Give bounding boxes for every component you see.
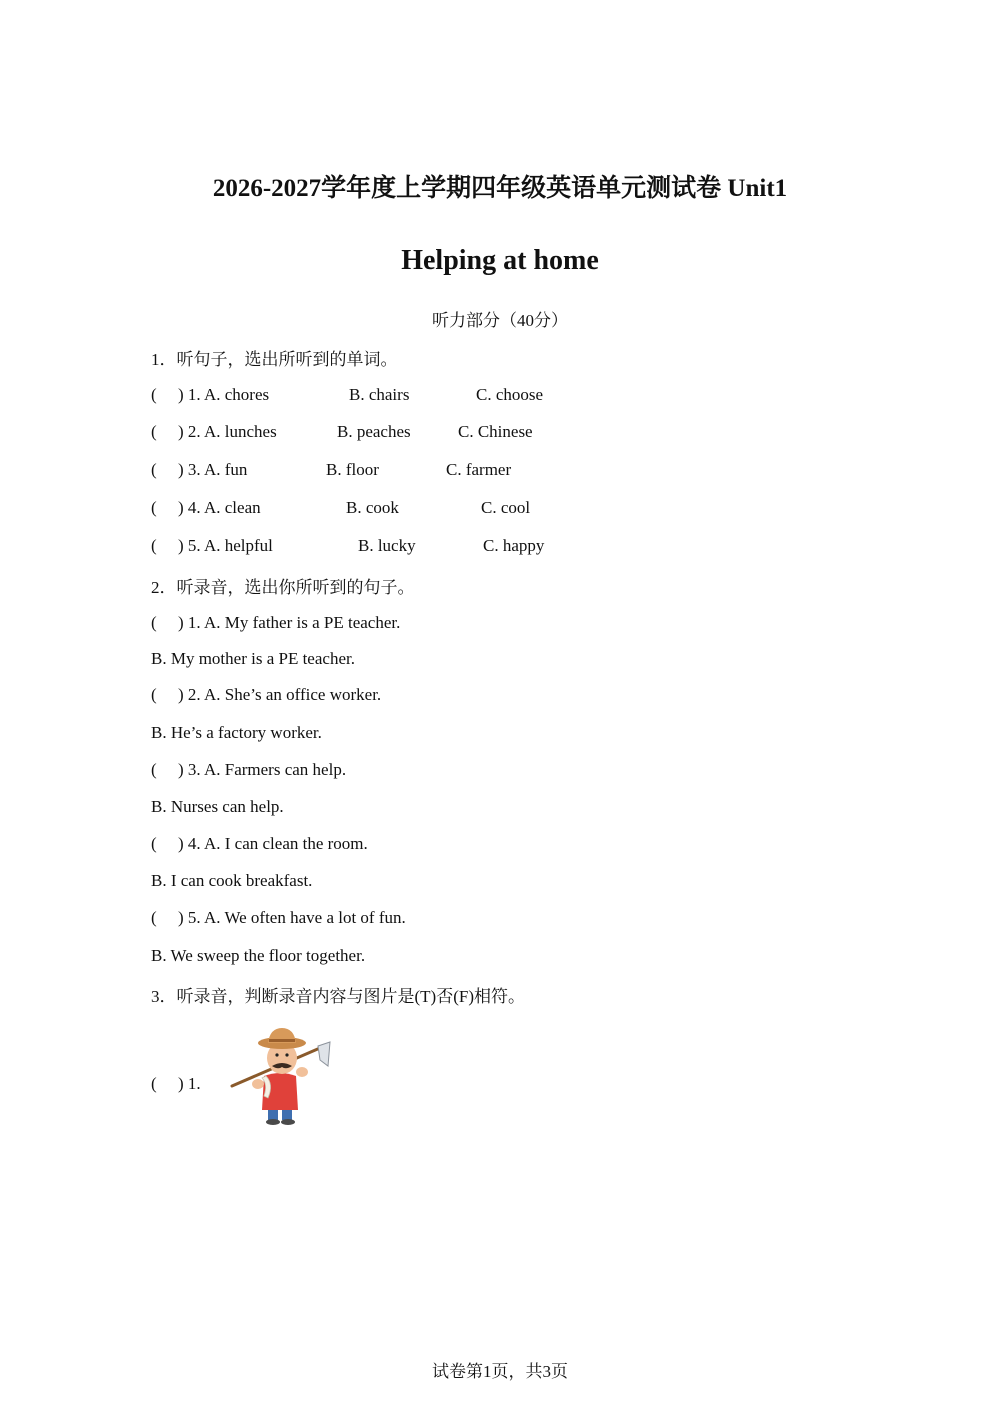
option-b: B. chairs [349,385,410,404]
right-eye [285,1053,288,1056]
option-a: ) 4. A. I can clean the room. [178,834,368,853]
left-eye [275,1053,278,1056]
answer-paren[interactable]: ( [151,908,157,927]
right-hand [296,1067,308,1077]
hoe-blade [318,1042,330,1066]
answer-paren[interactable]: ( [151,613,157,632]
answer-paren[interactable]: ( [151,1074,157,1093]
answer-paren[interactable]: ( [151,385,157,404]
unit-subtitle: Helping at home [401,245,599,276]
left-hand [252,1079,264,1089]
answer-paren[interactable]: ( [151,422,157,441]
q2-heading: 2．听录音，选出你所听到的句子。 [151,578,415,597]
farmer-illustration [230,1026,334,1126]
answer-paren[interactable]: ( [151,760,157,779]
option-b: B. I can cook breakfast. [151,871,313,890]
page-footer: 试卷第1页，共3页 [432,1362,568,1381]
answer-paren[interactable]: ( [151,685,157,704]
q1-heading: 1．听句子，选出所听到的单词。 [151,350,398,369]
hat-band [269,1039,295,1042]
option-c: C. cool [481,498,531,517]
section-heading: 听力部分（40分） [432,311,568,330]
option-b: B. cook [346,498,399,517]
option-a: ) 5. A. We often have a lot of fun. [178,908,406,927]
left-shoe [266,1119,280,1125]
option-a: ) 3. A. fun [178,460,248,479]
option-a: ) 1. A. My father is a PE teacher. [178,613,401,632]
option-c: C. farmer [446,460,512,479]
option-a: ) 2. A. She’s an office worker. [178,685,382,704]
q3-heading: 3．听录音，判断录音内容与图片是(T)否(F)相符。 [151,987,525,1006]
right-shoe [281,1119,295,1125]
item-number: ) 1. [178,1074,201,1093]
answer-paren[interactable]: ( [151,834,157,853]
answer-paren[interactable]: ( [151,498,157,517]
option-c: C. happy [483,536,545,555]
option-b: B. We sweep the floor together. [151,946,366,965]
option-c: C. Chinese [458,422,533,441]
option-b: B. He’s a factory worker. [151,723,322,742]
answer-paren[interactable]: ( [151,536,157,555]
option-b: B. lucky [358,536,416,555]
option-c: C. choose [476,385,544,404]
option-a: ) 3. A. Farmers can help. [178,760,347,779]
option-b: B. floor [326,460,379,479]
option-b: B. My mother is a PE teacher. [151,649,355,668]
option-b: B. Nurses can help. [151,797,284,816]
answer-paren[interactable]: ( [151,460,157,479]
option-a: ) 4. A. clean [178,498,261,517]
option-a: ) 2. A. lunches [178,422,277,441]
page-title: 2026-2027学年度上学期四年级英语单元测试卷 Unit1 [212,175,788,202]
option-b: B. peaches [337,422,411,441]
option-a: ) 1. A. chores [178,385,270,404]
option-a: ) 5. A. helpful [178,536,273,555]
